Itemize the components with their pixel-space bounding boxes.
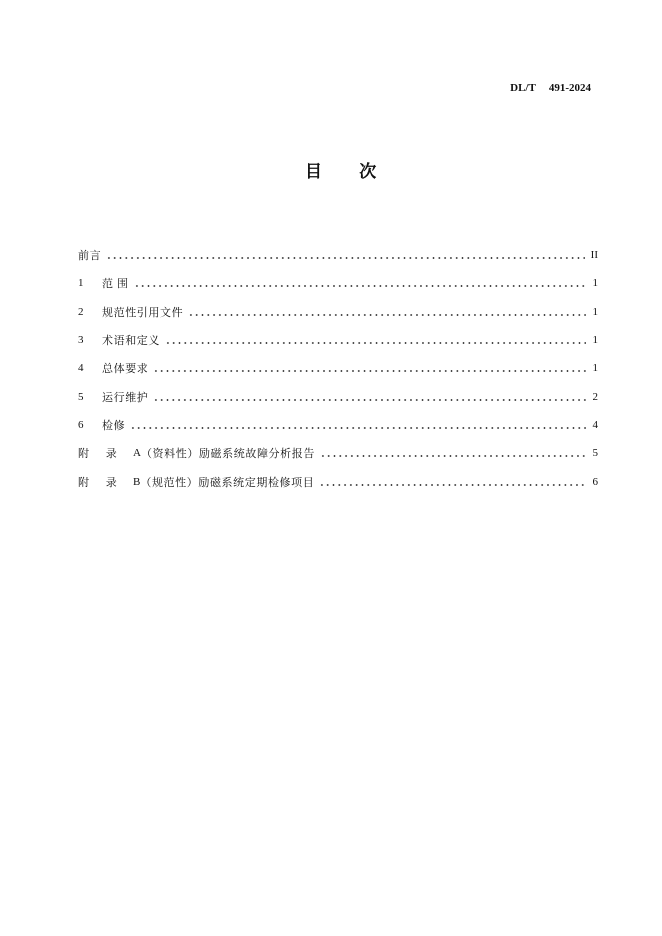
toc-entry-number: 3 [78, 334, 84, 347]
toc-entry-operation-maintenance[interactable] [78, 382, 598, 410]
toc-entry-normative-references[interactable] [78, 298, 598, 326]
dot-leader [153, 399, 586, 401]
toc-entry-appendix-b[interactable] [78, 467, 598, 495]
toc-entry-title: 运行维护 [102, 391, 149, 404]
toc-entry-page: 4 [592, 418, 598, 431]
toc-entry-scope[interactable] [78, 269, 598, 297]
document-code-prefix: DL/T [510, 82, 536, 94]
toc-appendix-label: 附 录 [78, 448, 117, 461]
toc-entry-appendix-a[interactable] [78, 439, 598, 467]
toc-entry-title: 总体要求 [102, 363, 149, 376]
toc-appendix-label: 附 录 [78, 476, 117, 489]
toc-entry-page: 1 [592, 305, 598, 318]
toc-entry-general-requirements[interactable] [78, 354, 598, 382]
dot-leader [188, 314, 586, 316]
dot-leader [130, 427, 586, 429]
toc-entry-title: （规范性）励磁系统定期检修项目 [140, 476, 315, 489]
dot-leader [134, 285, 586, 287]
dot-leader [320, 455, 586, 457]
toc-entry-page: 1 [592, 277, 598, 290]
toc-entry-title: （资料性）励磁系统故障分析报告 [140, 448, 315, 461]
toc-entry-page: 5 [592, 447, 598, 460]
dot-leader [106, 257, 584, 259]
toc-entry-page: 1 [592, 334, 598, 347]
toc-entry-number: 5 [78, 390, 84, 403]
toc-appendix-letter: A [133, 447, 141, 460]
toc-entry-page: 1 [592, 362, 598, 375]
toc-entry-title: 术语和定义 [102, 335, 160, 348]
toc-entry-overhaul[interactable] [78, 411, 598, 439]
dot-leader [165, 342, 586, 344]
toc-entry-title: 规范性引用文件 [102, 306, 184, 319]
toc-entry-title: 检修 [102, 419, 126, 432]
dot-leader [319, 484, 586, 486]
toc-entry-number: 6 [78, 418, 84, 431]
toc-entry-page: 2 [592, 390, 598, 403]
toc-entry-title: 范 围 [102, 278, 129, 291]
toc-entry-title: 前言 [78, 250, 102, 263]
toc-entry-page: II [590, 249, 598, 262]
toc-entry-number: 2 [78, 305, 84, 318]
document-code-header [510, 81, 591, 95]
toc-entry-terms-definitions[interactable] [78, 326, 598, 354]
toc-entry-foreword[interactable] [78, 241, 598, 269]
toc-appendix-letter: B [133, 475, 141, 488]
toc-title: 目 次 [305, 162, 377, 181]
toc-entry-number: 4 [78, 362, 84, 375]
table-of-contents [78, 241, 598, 496]
dot-leader [153, 370, 586, 372]
toc-entry-number: 1 [78, 277, 84, 290]
toc-entry-page: 6 [592, 475, 598, 488]
document-code-number: 491-2024 [548, 82, 591, 94]
